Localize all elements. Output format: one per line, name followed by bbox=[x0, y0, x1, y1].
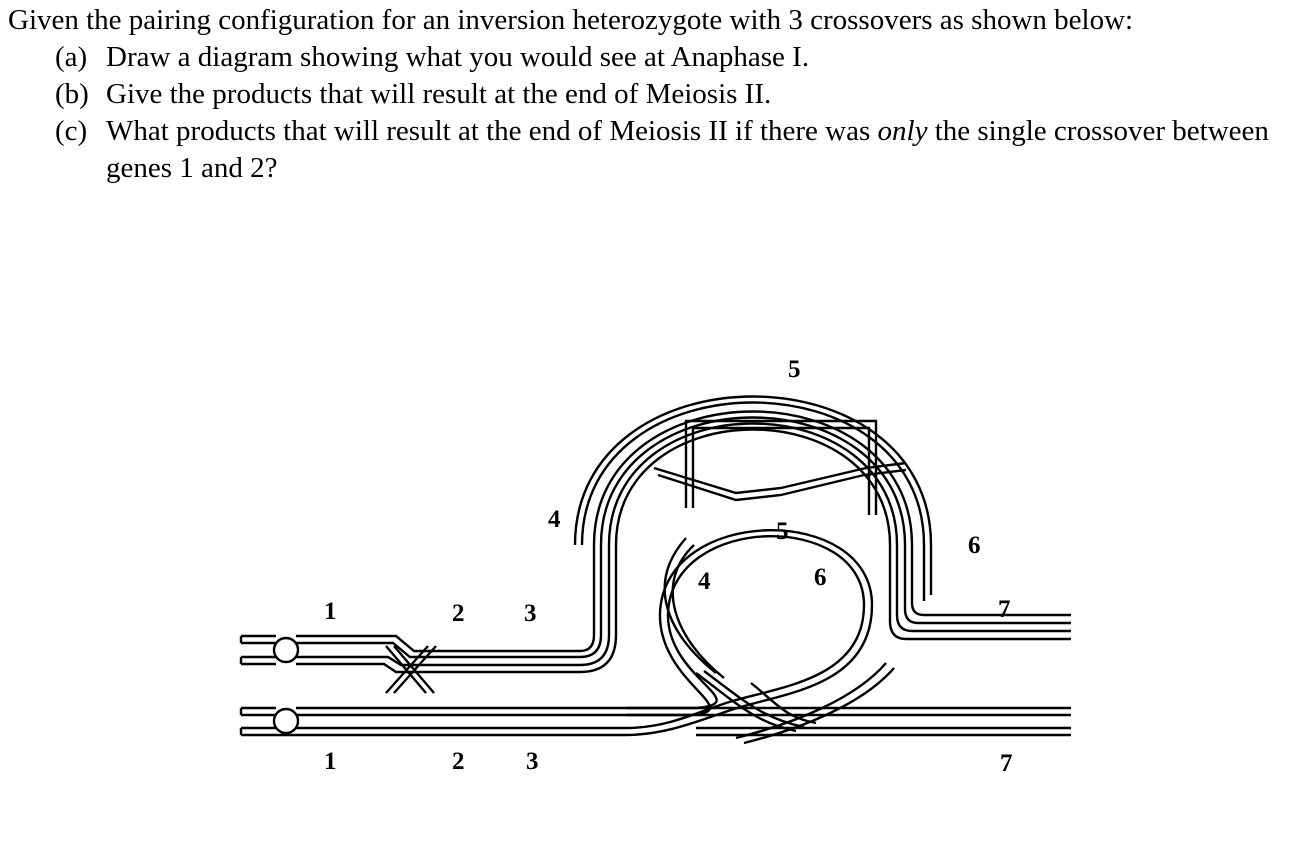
part-c-text-end: the single crossover between genes 1 and 2? bbox=[106, 115, 1269, 184]
label-bottom-3: 3 bbox=[526, 748, 539, 775]
loop-base-crossover bbox=[696, 671, 816, 731]
label-inner-4: 4 bbox=[698, 568, 711, 595]
part-c-text: What products that will result at the end of Meiosis II if there was bbox=[106, 115, 878, 147]
question-intro: Given the pairing configuration for an inversion heterozygote with 3 crossovers as shown below: bbox=[8, 4, 1134, 36]
upper-crossover-bracket bbox=[654, 421, 906, 515]
centromere-lower bbox=[274, 709, 298, 733]
question-part-b bbox=[8, 76, 1288, 113]
label-bottom-7: 7 bbox=[1000, 750, 1013, 777]
outer-arc-strands bbox=[575, 397, 1071, 640]
label-top-6: 6 bbox=[968, 532, 981, 559]
question-parts bbox=[8, 39, 1288, 187]
part-b-tag: (b) bbox=[55, 78, 89, 110]
centromeres bbox=[241, 636, 298, 735]
inversion-loop-diagram bbox=[196, 283, 1076, 781]
label-inner-5: 5 bbox=[776, 518, 789, 545]
label-top-7: 7 bbox=[998, 596, 1011, 623]
label-top-4: 4 bbox=[548, 506, 561, 533]
part-c-tag: (c) bbox=[55, 115, 88, 147]
centromere-upper bbox=[274, 638, 298, 662]
question-part-c bbox=[8, 113, 1288, 187]
part-a-tag: (a) bbox=[55, 41, 88, 73]
inversion-loop-figure bbox=[196, 283, 1076, 781]
part-b-text: Give the products that will result at the end of Meiosis II. bbox=[106, 78, 772, 110]
question-text bbox=[8, 2, 1288, 187]
label-top-3: 3 bbox=[524, 600, 537, 627]
label-bottom-1: 1 bbox=[324, 748, 337, 775]
label-bottom-2: 2 bbox=[452, 748, 465, 775]
label-top-1: 1 bbox=[324, 598, 337, 625]
label-top-2: 2 bbox=[452, 600, 465, 627]
part-a-text: Draw a diagram showing what you would see at Anaphase I. bbox=[106, 41, 810, 73]
label-loop-top-5: 5 bbox=[788, 356, 801, 383]
question-part-a bbox=[8, 39, 1288, 76]
part-c-emphasis: only bbox=[877, 115, 928, 147]
label-inner-6: 6 bbox=[814, 564, 827, 591]
